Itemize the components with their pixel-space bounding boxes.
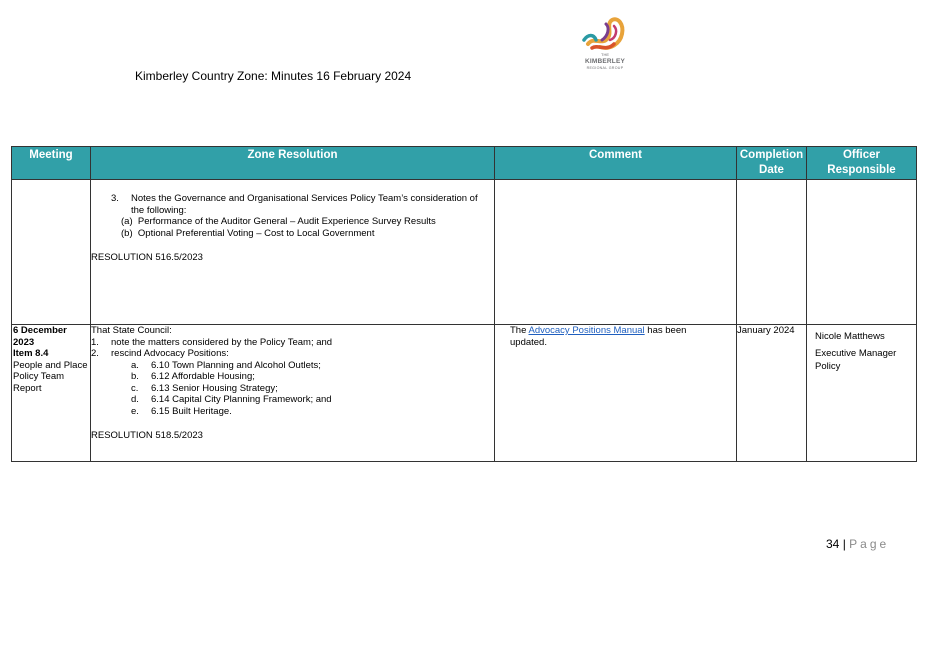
completion-cell xyxy=(737,180,807,325)
col-header-officer-line2: Responsible xyxy=(827,164,896,176)
list-letter: b. xyxy=(131,371,139,382)
meeting-cell xyxy=(12,180,91,325)
col-header-comment: Comment xyxy=(495,147,737,180)
meeting-cell xyxy=(12,325,91,462)
list-text: rescind Advocacy Positions: xyxy=(111,348,229,359)
list-item xyxy=(91,337,494,349)
resolution-number: RESOLUTION 516.5/2023 xyxy=(91,252,203,263)
sub-item xyxy=(121,216,494,228)
meeting-desc-line: Report xyxy=(13,382,42,394)
page-separator: | xyxy=(842,537,846,551)
list-text: 6.13 Senior Housing Strategy; xyxy=(151,382,278,394)
col-header-zone-resolution: Zone Resolution xyxy=(91,147,495,180)
list-item xyxy=(91,394,494,406)
logo-line-the: THE xyxy=(601,52,609,57)
logo-line-regional-group: REGIONAL GROUP xyxy=(586,66,624,70)
sub-item-text: Performance of the Auditor General – Audit Experience Survey Results xyxy=(137,216,436,227)
page-number: 34 xyxy=(826,537,840,551)
comment-prefix: The xyxy=(510,325,529,336)
list-item xyxy=(91,360,494,372)
completion-date: January 2024 xyxy=(737,325,795,336)
table-row xyxy=(12,180,917,325)
sub-item-label: (a) xyxy=(121,216,133,227)
comment-cell xyxy=(495,325,737,462)
resolution-cell xyxy=(91,180,495,325)
resolution-cell xyxy=(91,325,495,462)
list-text: 6.14 Capital City Planning Framework; and xyxy=(151,394,332,405)
list-number: 1. xyxy=(91,336,99,348)
item-text: Notes the Governance and Organisational Services Policy Team’s consideration of xyxy=(131,193,478,204)
comment-line2: updated. xyxy=(510,336,547,348)
col-header-officer-line1: Officer xyxy=(842,149,881,161)
officer-cell xyxy=(807,325,917,462)
table-row xyxy=(12,325,917,462)
alpha-list xyxy=(91,360,494,418)
comment-cell xyxy=(495,180,737,325)
meeting-date: 6 December xyxy=(13,325,67,336)
logo-wordmark xyxy=(578,51,632,72)
col-header-completion-line1: Completion xyxy=(739,149,804,161)
table-header-row xyxy=(12,147,917,180)
comment-suffix: has been xyxy=(644,325,687,336)
resolution-intro: That State Council: xyxy=(91,325,172,336)
logo-line-kimberley: KIMBERLEY xyxy=(584,58,626,65)
sub-item-label: (b) xyxy=(121,227,133,239)
resolution-number: RESOLUTION 518.5/2023 xyxy=(91,430,203,441)
sub-item-list xyxy=(91,216,494,239)
meeting-item: Item 8.4 xyxy=(13,348,49,359)
item-number: 3. xyxy=(111,193,119,204)
resolution-item-3 xyxy=(91,193,494,205)
list-text: 6.12 Affordable Housing; xyxy=(151,371,255,382)
officer-name: Nicole Matthews xyxy=(815,331,885,342)
col-header-officer-responsible xyxy=(807,147,917,180)
actions-table xyxy=(11,146,917,462)
completion-cell xyxy=(737,325,807,462)
list-item xyxy=(91,406,494,418)
list-item xyxy=(91,348,494,360)
sub-item xyxy=(121,228,494,240)
meeting-desc-line: Policy Team xyxy=(13,371,65,382)
comment-text xyxy=(510,325,736,337)
list-item xyxy=(91,371,494,383)
numbered-list xyxy=(91,337,494,360)
list-letter: e. xyxy=(131,405,139,417)
list-letter: d. xyxy=(131,394,139,405)
officer-title-continued: Policy xyxy=(815,361,841,372)
list-item xyxy=(91,383,494,395)
list-letter: c. xyxy=(131,382,139,394)
document-title: Kimberley Country Zone: Minutes 16 February 2024 xyxy=(135,69,412,83)
list-text: 6.15 Built Heritage. xyxy=(151,405,232,417)
advocacy-positions-manual-link[interactable]: Advocacy Positions Manual xyxy=(528,325,645,336)
col-header-meeting: Meeting xyxy=(12,147,91,180)
col-header-completion-date xyxy=(737,147,807,180)
sub-item-text: Optional Preferential Voting – Cost to Local Government xyxy=(137,227,375,239)
list-text: note the matters considered by the Policy Team; and xyxy=(111,336,333,348)
officer-title: Executive Manager xyxy=(815,348,897,359)
page-number-footer xyxy=(826,537,889,551)
page-label: Page xyxy=(849,537,890,551)
list-text: 6.10 Town Planning and Alcohol Outlets; xyxy=(151,359,321,371)
list-number: 2. xyxy=(91,348,99,359)
officer-cell xyxy=(807,180,917,325)
list-letter: a. xyxy=(131,359,139,371)
col-header-completion-line2: Date xyxy=(759,164,784,176)
meeting-year: 2023 xyxy=(13,336,35,348)
item-text-continued: the following: xyxy=(131,204,187,216)
meeting-desc-line: People and Place xyxy=(13,359,88,371)
